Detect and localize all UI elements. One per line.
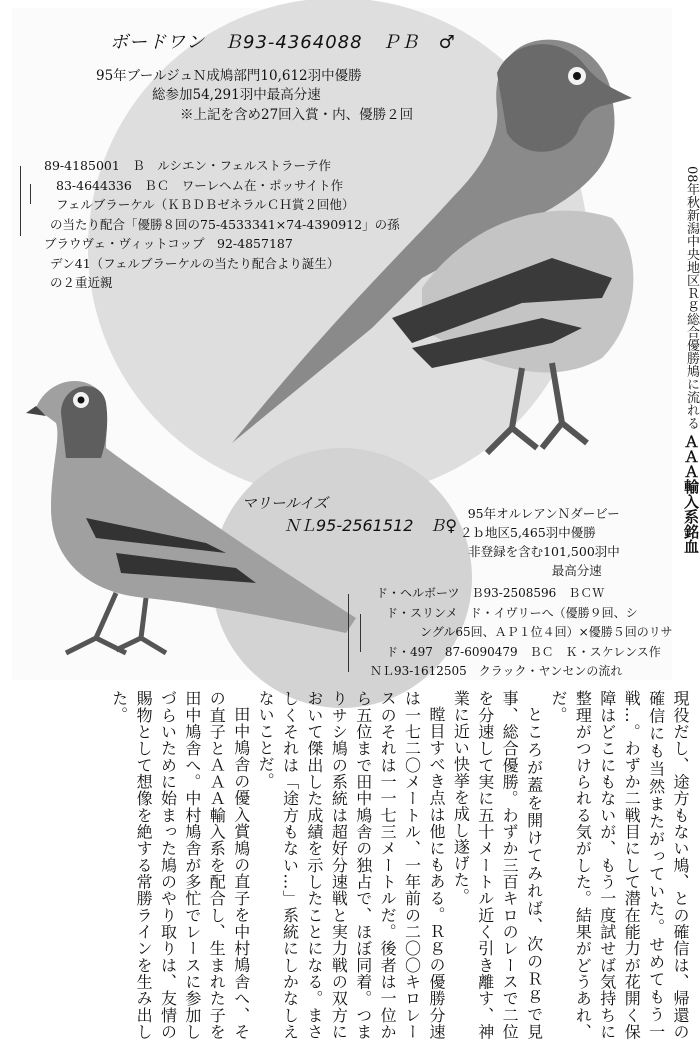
paragraph: 瞠目すべき点は他にもある。Ｒｇの優勝分速は一七二〇メートル、一年前の二〇〇キロレースのそれは一一七三メートルだ。後者は一位から五位まで田中鳩舎の独占で、ほぼ同着。つまりサシ鳩の系統は超好分速戦と実力戦の双方において傑出した成績を示したことになる。まさしくそれは「途方もない…」系統にしかなしえないことだ。: [256, 690, 446, 1040]
paragraph: 現役だし、途方もない鳩、との確信は、帰還の確信にも当然またがっていた。せめてもう一戦…。わずか二戦目にして潜在能力が花開く保障はどこにもないが、もう一度試せば気持ちに整理がつけられる気がした。結果がどうあれ、だ。: [548, 690, 690, 1040]
paragraph: 田中鳩舎の優入賞鳩の直子を中村鳩舎へ、その直子とＡＡＡ輸入系を配合し、生まれた子を田中鳩舎へ。中村鳩舎が多忙でレースに参加しづらいために始まった鳩のやり取りは、友情の賜物として想像を絶する常勝ラインを生み出した。: [109, 690, 251, 1040]
side-caption-small: 08年秋新潟中央地区Ｒｇ総合優勝鳩に流れる: [684, 166, 699, 430]
paragraph: ところが蓋を開けてみれば、次のＲｇで見事、総合優勝。わずか三百キロのレースで二位を分速して実に五十メートル近く引き離す、神業に近い快挙を成し遂げた。: [451, 690, 544, 1040]
pedigree-line: の当たり配合「優勝８回の75-4533341×74-4390912」の孫: [50, 216, 400, 232]
pedigree-line: ド・ヘルボーツ Ｂ93-2508596 ＢＣＷ: [376, 586, 605, 600]
pedigree-line: 89-4185001 Ｂ ルシエン・フェルストラーテ作: [44, 158, 331, 173]
side-caption: [676, 166, 700, 554]
pedigree-line: ブラウヴェ・ヴィットコップ 92-4857187: [44, 236, 293, 251]
pigeon2-achievements: [460, 504, 620, 580]
article-body: [8, 690, 692, 1040]
pedigree-line: デン41（フェルブラーケルの当たり配合より誕生）: [50, 255, 340, 271]
pigeon2-ring-number: ＮＬ95-2561512 Ｂ♀: [284, 516, 458, 535]
pedigree-line: ングル65回、ＡＰ１位４回）×優勝５回のリサ: [420, 625, 673, 639]
pedigree-bracket: [20, 166, 21, 236]
pedigree-bracket: [348, 594, 349, 672]
pedigree-line: の２重近親: [50, 275, 113, 290]
pigeon1-name: ボードワン Ｂ93-4364088 ＰＢ ♂: [110, 32, 456, 53]
pedigree-line: 83-4644336 ＢＣ ワーレヘム在・ポッサイト作: [56, 177, 344, 193]
pigeon2-pedigree: [356, 584, 673, 682]
pigeon2-achievement: 最高分速: [551, 563, 602, 578]
pigeon1-pedigree: [30, 156, 400, 293]
pigeon2-name: [242, 494, 457, 536]
pedigree-line: ド・スリンメ ド・イヴリーへ（優勝９回、シ: [386, 605, 638, 620]
pigeon2-name-line: マリールイズ: [242, 496, 328, 512]
side-caption-title: ＡＡＡ輸入系銘血: [682, 433, 700, 554]
photo-panel: [12, 8, 672, 680]
pigeon2-achievement: 非登録を含む101,500羽中: [468, 544, 620, 559]
pigeon2-achievement: 95年オルレアンＮダービー: [467, 506, 620, 521]
pigeon1-achievement: ※上記を含め27回入賞・内、優勝２回: [180, 107, 414, 123]
pigeon2-achievement: ２ｂ地区5,465羽中優勝: [460, 525, 596, 540]
pedigree-line: ＮＬ93-1612505 クラック・ヤンセンの流れ: [370, 664, 623, 678]
pedigree-line: フェルブラーケル（ＫＢＤＢゼネラルＣＨ賞２回他）: [56, 197, 355, 212]
pigeon1-achievement: 総参加54,291羽中最高分速: [152, 87, 321, 103]
pigeon1-achievement: 95年ブールジュＮ成鳩部門10,612羽中優勝: [96, 68, 362, 84]
pedigree-line: ド・497 87-6090479 ＢＣ Ｋ・スケレンス作: [386, 644, 661, 659]
